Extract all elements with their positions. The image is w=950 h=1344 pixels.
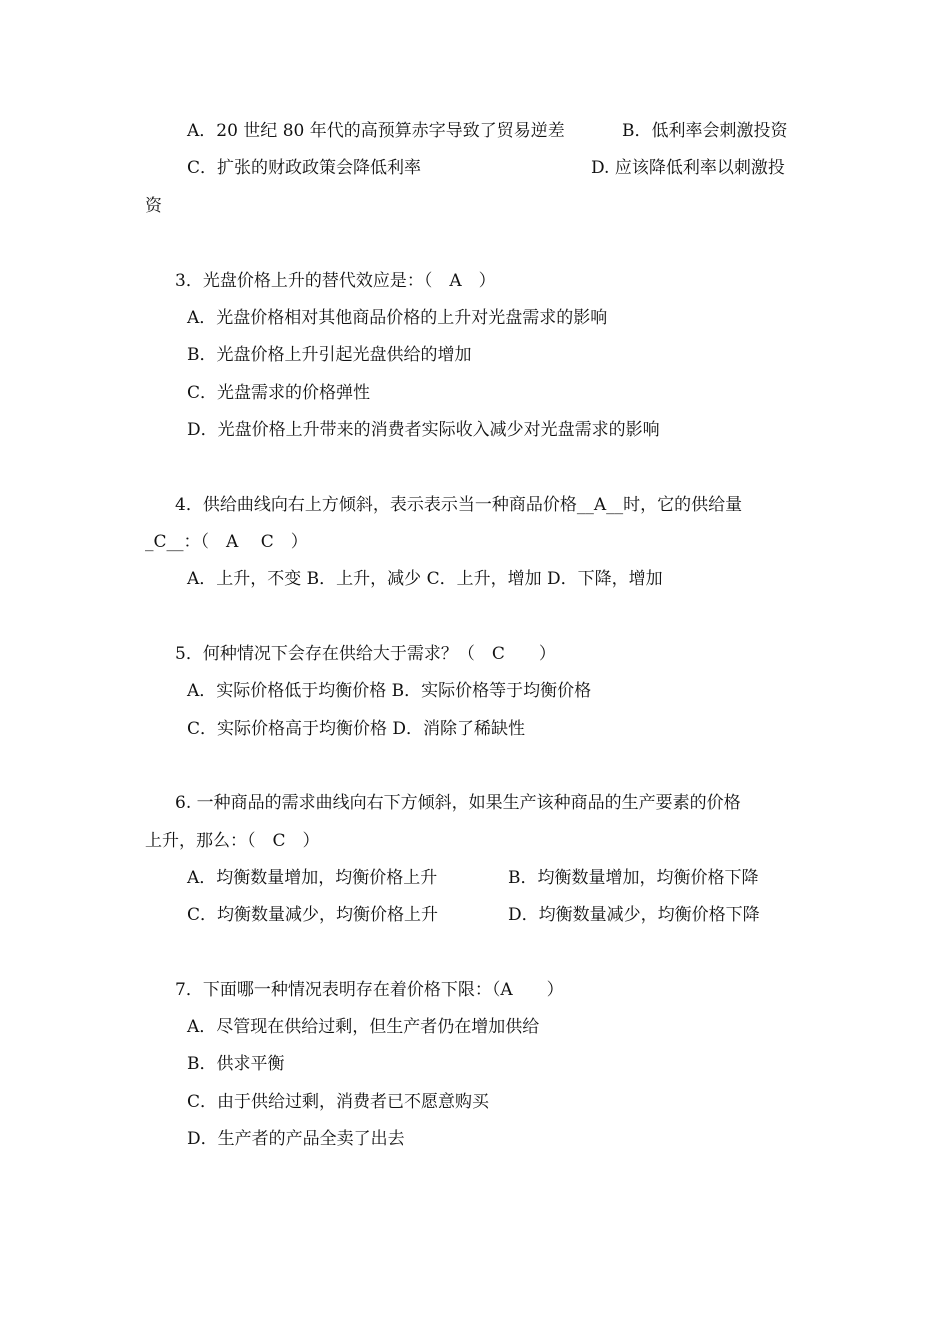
q3-option-b: B．光盘价格上升引起光盘供给的增加 — [187, 345, 472, 365]
q4-options: A．上升，不变 B．上升，减少 C．上升，增加 D．下降，增加 — [187, 569, 663, 589]
q3-option-a: A．光盘价格相对其他商品价格的上升对光盘需求的影响 — [187, 308, 608, 328]
q6-option-d: D．均衡数量减少，均衡价格下降 — [508, 905, 760, 925]
q3-option-d: D．光盘价格上升带来的消费者实际收入减少对光盘需求的影响 — [187, 420, 660, 440]
q7-stem: 7．下面哪一种情况表明存在着价格下限：（A ） — [175, 980, 564, 1000]
q6-stem-line2: 上升，那么：（ C ） — [145, 831, 320, 851]
q3-stem: 3．光盘价格上升的替代效应是：（ A ） — [175, 271, 496, 291]
q6-option-b: B．均衡数量增加，均衡价格下降 — [508, 868, 759, 888]
q2-option-b: B．低利率会刺激投资 — [622, 121, 788, 141]
q6-option-c: C．均衡数量减少，均衡价格上升 — [187, 905, 439, 925]
q7-option-d: D．生产者的产品全卖了出去 — [187, 1129, 405, 1149]
q2-option-a: A．20 世纪 80 年代的高预算赤字导致了贸易逆差 — [187, 121, 565, 141]
q6-option-a: A．均衡数量增加，均衡价格上升 — [187, 868, 438, 888]
q3-option-c: C．光盘需求的价格弹性 — [187, 383, 371, 403]
q2-option-c: C．扩张的财政政策会降低利率 — [187, 158, 422, 178]
q7-option-a: A．尽管现在供给过剩，但生产者仍在增加供给 — [187, 1017, 540, 1037]
q7-option-b: B．供求平衡 — [187, 1054, 285, 1074]
q2-option-d: D. 应该降低利率以刺激投 — [591, 158, 785, 178]
q5-options-cd: C．实际价格高于均衡价格 D．消除了稀缺性 — [187, 719, 526, 739]
q4-stem-line1: 4．供给曲线向右上方倾斜，表示表示当一种商品价格__A__时，它的供给量 — [175, 495, 743, 515]
q4-stem-line2: _C__：（ A C ） — [145, 532, 308, 552]
q5-stem: 5．何种情况下会存在供给大于需求？（ C ） — [175, 644, 556, 664]
q6-stem-line1: 6. 一种商品的需求曲线向右下方倾斜，如果生产该种商品的生产要素的价格 — [175, 793, 741, 813]
q7-option-c: C．由于供给过剩，消费者已不愿意购买 — [187, 1092, 490, 1112]
q5-options-ab: A．实际价格低于均衡价格 B．实际价格等于均衡价格 — [187, 681, 592, 701]
q2-option-d-continued: 资 — [145, 196, 162, 216]
